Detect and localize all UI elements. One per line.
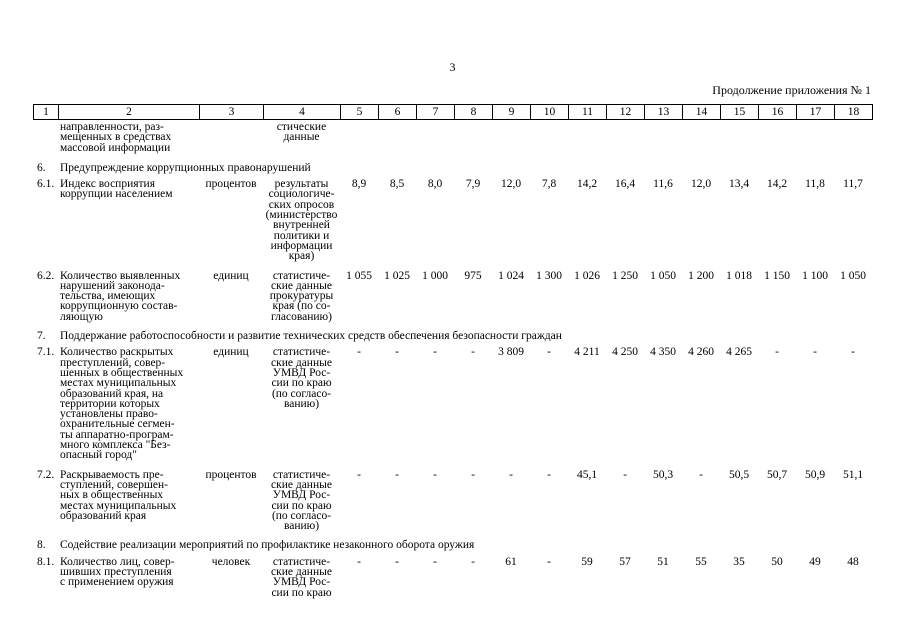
value-cell: 11,8 — [805, 178, 825, 191]
header-cell-12: 12 — [607, 105, 645, 120]
value-cell: 8,9 — [351, 178, 367, 191]
header-cell-17: 17 — [797, 105, 835, 120]
value-cell: 50,3 — [652, 468, 674, 481]
value-cell — [796, 122, 834, 159]
header-cell-11: 11 — [569, 105, 607, 120]
header-cell-10: 10 — [531, 105, 569, 120]
value-cell: 45,1 — [576, 468, 598, 481]
appendix-continuation-label: Продолжение приложения № 1 — [712, 83, 871, 97]
value-cell: 49 — [809, 555, 821, 568]
header-cell-5: 5 — [341, 105, 379, 120]
value-cell — [682, 122, 720, 159]
header-cell-6: 6 — [379, 105, 417, 120]
section-number: 6. — [37, 161, 46, 174]
value-cell: 975 — [464, 269, 482, 282]
unit: процентов — [205, 468, 257, 481]
indicator-name: Раскрываемость пре- ступлений, совершен- ных в общественных местах муниципальных образований края — [60, 468, 177, 522]
value-cell: 14,2 — [576, 178, 598, 191]
indicator-row — [33, 466, 872, 537]
value-cell: - — [547, 346, 551, 359]
value-cell: - — [547, 555, 551, 568]
value-cell: 1 025 — [384, 269, 410, 282]
header-cell-18: 18 — [835, 105, 873, 120]
value-cell: 1 024 — [498, 269, 524, 282]
unit: процентов — [205, 178, 257, 191]
section-number: 8. — [37, 539, 46, 552]
header-cell-8: 8 — [455, 105, 493, 120]
value-cell: - — [471, 346, 475, 359]
value-cell: - — [395, 555, 399, 568]
value-cell — [644, 122, 682, 159]
column-number-header — [33, 104, 873, 120]
value-cell: 59 — [581, 555, 593, 568]
value-cell: 4 265 — [726, 346, 752, 359]
row-number: 7.1. — [37, 346, 55, 359]
value-cell: 55 — [695, 555, 707, 568]
value-cell: - — [395, 468, 399, 481]
unit: единиц — [213, 269, 249, 282]
data-source: результаты социологиче- ских опросов (министерство внутренней политики и информации края) — [265, 178, 338, 263]
value-cell: 3 809 — [498, 346, 524, 359]
value-cell: 51 — [657, 555, 669, 568]
header-cell-4: 4 — [264, 105, 341, 120]
value-cell — [340, 122, 378, 159]
data-source: статистиче- ские данные УМВД Рос- сии по краю (по согласо- ванию) — [271, 468, 332, 533]
row-number: 6.2. — [37, 269, 55, 282]
indicator-name: Количество выявленных нарушений законода- тельства, имеющих коррупционную состав- ляющую — [60, 269, 181, 323]
unit: человек — [211, 555, 251, 568]
data-source: статистиче- ские данные УМВД Рос- сии по краю (по согласо- ванию) — [271, 346, 332, 410]
header-cell-1: 1 — [34, 105, 59, 120]
indicator-name: Индекс восприятия коррупции населением — [60, 178, 173, 201]
value-cell: 7,9 — [465, 178, 481, 191]
row-number: 7.2. — [37, 468, 55, 481]
value-cell: 50 — [771, 555, 783, 568]
header-cell-16: 16 — [759, 105, 797, 120]
value-cell: 16,4 — [614, 178, 636, 191]
value-cell: 12,0 — [690, 178, 712, 191]
page-number: 3 — [449, 60, 456, 74]
value-cell: - — [357, 555, 361, 568]
value-cell: - — [433, 346, 437, 359]
data-source: стические данные — [276, 121, 327, 144]
header-cell-15: 15 — [721, 105, 759, 120]
value-cell: 11,7 — [843, 178, 863, 191]
section-row — [33, 536, 872, 552]
value-cell — [758, 122, 796, 159]
value-cell: 48 — [847, 555, 859, 568]
continuation-row — [33, 122, 872, 159]
value-cell: - — [623, 468, 627, 481]
value-cell: 50,7 — [766, 468, 788, 481]
value-cell: - — [509, 468, 513, 481]
value-cell: 1 100 — [802, 269, 828, 282]
row-number: 6.1. — [37, 178, 55, 191]
value-cell: 4 260 — [688, 346, 714, 359]
value-cell: 8,5 — [389, 178, 405, 191]
header-cell-7: 7 — [417, 105, 455, 120]
section-title: Содействие реализации мероприятий по профилактике незаконного оборота оружия — [60, 539, 475, 552]
value-cell: 51,1 — [842, 468, 864, 481]
value-cell — [568, 122, 606, 159]
row-number — [33, 122, 58, 159]
header-cell-13: 13 — [645, 105, 683, 120]
value-cell — [720, 122, 758, 159]
value-cell: 4 211 — [574, 346, 600, 359]
value-cell: - — [813, 346, 817, 359]
value-cell — [378, 122, 416, 159]
value-cell — [530, 122, 568, 159]
value-cell: 1 000 — [422, 269, 448, 282]
value-cell — [416, 122, 454, 159]
value-cell: - — [775, 346, 779, 359]
value-cell: 12,0 — [500, 178, 522, 191]
value-cell: - — [471, 555, 475, 568]
value-cell: 14,2 — [766, 178, 788, 191]
header-cell-9: 9 — [493, 105, 531, 120]
value-cell — [834, 122, 872, 159]
indicator-row — [33, 175, 872, 266]
value-cell: - — [851, 346, 855, 359]
row-number: 8.1. — [37, 555, 55, 568]
indicator-row — [33, 343, 872, 465]
value-cell: 35 — [733, 555, 745, 568]
value-cell: 1 026 — [574, 269, 600, 282]
section-title: Поддержание работоспособности и развитие технических средств обеспечения безопасности граждан — [60, 330, 562, 343]
value-cell: 50,9 — [804, 468, 826, 481]
value-cell: 1 300 — [536, 269, 562, 282]
value-cell: 1 055 — [346, 269, 372, 282]
value-cell — [454, 122, 492, 159]
value-cell: - — [471, 468, 475, 481]
value-cell: 61 — [505, 555, 517, 568]
indicator-name: направленности, раз- мещенных в средствах массовой информации — [60, 121, 172, 154]
value-cell: 4 350 — [650, 346, 676, 359]
value-cell: 1 050 — [650, 269, 676, 282]
value-cell — [606, 122, 644, 159]
header-cell-2: 2 — [59, 105, 200, 120]
value-cell: - — [433, 468, 437, 481]
value-cell: 50,5 — [728, 468, 750, 481]
value-cell: 4 250 — [612, 346, 638, 359]
value-cell: 1 050 — [840, 269, 866, 282]
value-cell: - — [433, 555, 437, 568]
value-cell: - — [357, 468, 361, 481]
value-cell: 1 150 — [764, 269, 790, 282]
value-cell: - — [357, 346, 361, 359]
header-cell-3: 3 — [200, 105, 264, 120]
data-source: статистиче- ские данные прокуратуры края (по со- гласованию) — [269, 269, 334, 323]
header-cell-14: 14 — [683, 105, 721, 120]
indicator-row — [33, 553, 872, 603]
section-number: 7. — [37, 330, 46, 343]
section-row — [33, 327, 872, 343]
value-cell: - — [699, 468, 703, 481]
section-title: Предупреждение коррупционных правонарушений — [60, 161, 311, 174]
data-source: статистиче- ские данные УМВД Рос- сии по краю — [271, 555, 332, 599]
value-cell: 1 200 — [688, 269, 714, 282]
value-cell: 57 — [619, 555, 631, 568]
unit — [199, 122, 263, 159]
section-row — [33, 159, 872, 175]
value-cell: 7,8 — [541, 178, 557, 191]
value-cell: - — [395, 346, 399, 359]
indicator-row — [33, 267, 872, 327]
value-cell: 13,4 — [728, 178, 750, 191]
value-cell: 8,0 — [427, 178, 443, 191]
unit: единиц — [213, 346, 249, 359]
value-cell — [492, 122, 530, 159]
indicator-name: Количество лиц, совер- шивших преступления с применением оружия — [60, 555, 175, 589]
indicators-table — [33, 122, 872, 603]
value-cell: 11,6 — [653, 178, 673, 191]
indicator-name: Количество раскрытых преступлений, совер- шенных в общественных местах муниципальных образований края, на территории которых установлены право- охранительные сегмен- ты аппаратно-програм- много комплекса "Без- опасный город" — [60, 346, 184, 462]
value-cell: - — [547, 468, 551, 481]
value-cell: 1 018 — [726, 269, 752, 282]
value-cell: 1 250 — [612, 269, 638, 282]
